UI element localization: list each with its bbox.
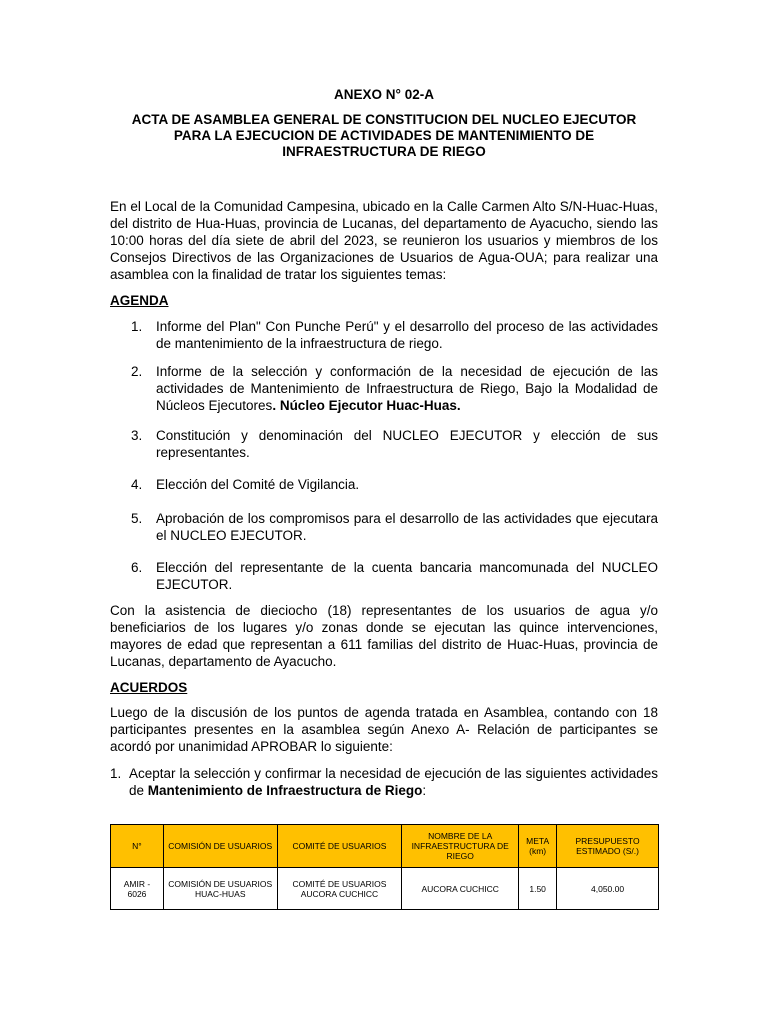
attendance-paragraph: Con la asistencia de dieciocho (18) representantes de los usuarios de agua y/o beneficiarios de los lugares y/o zonas donde se ejecutan las quince intervenciones, mayores de edad que representan a 611 familias del distrito de Huac-Huas, provincia de Lucanas, departamento de Ayacucho.: [110, 603, 658, 669]
agenda-item-2: [131, 363, 658, 414]
activities-table: [110, 824, 659, 910]
header-comision: COMISIÓN DE USUARIOS: [163, 825, 277, 868]
agenda-item-text: Elección del representante de la cuenta bancaria mancomunada del NUCLEO EJECUTOR.: [156, 560, 658, 592]
agenda-item-text: Informe del Plan" Con Punche Perú" y el desarrollo del proceso de las actividades de mantenimiento de la infraestructura de riego.: [156, 319, 658, 351]
agenda-item-number: 3.: [131, 428, 143, 443]
annex-title: ANEXO N° 02-A: [334, 87, 434, 102]
intro-paragraph: En el Local de la Comunidad Campesina, ubicado en la Calle Carmen Alto S/N-Huac-Huas, del distrito de Hua-Huas, provincia de Lucanas, del departamento de Ayacucho, siendo las 10:00 horas del día siete de abril del 2023, se reunieron los usuarios y miembros de los Consejos Directivos de las Organizaciones de Usuarios de Agua-OUA; para realizar una asamblea con la finalidad de tratar los siguientes temas:: [110, 199, 658, 282]
agenda-item-text: Elección del Comité de Vigilancia.: [156, 477, 360, 492]
acuerdos-heading: ACUERDOS: [110, 680, 188, 695]
agenda-item-6: [131, 559, 658, 593]
agenda-item-bold: . Núcleo Ejecutor Huac-Huas.: [272, 398, 461, 413]
acuerdo-item-1: [110, 765, 658, 799]
acuerdos-intro: Luego de la discusión de los puntos de agenda tratada en Asamblea, contando con 18 participantes presentes en la asamblea según Anexo A- Relación de participantes se acordó por unanimidad APROBAR lo siguiente:: [110, 705, 658, 754]
document-title: [100, 112, 668, 160]
title-line-3: INFRAESTRUCTURA DE RIEGO: [282, 144, 486, 159]
agenda-item-5: [131, 510, 658, 544]
acuerdo-number: 1.: [110, 766, 122, 781]
agenda-item-text: Constitución y denominación del NUCLEO EJECUTOR y elección de sus representantes.: [156, 428, 658, 460]
cell-number: AMIR - 6026: [111, 868, 164, 910]
header-infraestructura: NOMBRE DE LA INFRAESTRUCTURA DE RIEGO: [402, 825, 519, 868]
agenda-item-text: [156, 363, 658, 414]
table-header-row: [111, 825, 659, 868]
cell-comision: COMISIÓN DE USUARIOS HUAC-HUAS: [163, 868, 277, 910]
table-row: [111, 868, 659, 910]
title-line-2: PARA LA EJECUCION DE ACTIVIDADES DE MANTENIMIENTO DE: [173, 128, 595, 143]
agenda-item-number: 1.: [131, 319, 143, 334]
acuerdo-plain: Aceptar la selección y confirmar la necesidad de ejecución de las siguientes actividades de: [129, 766, 658, 798]
title-line-1: ACTA DE ASAMBLEA GENERAL DE CONSTITUCION DEL NUCLEO EJECUTOR: [131, 112, 637, 127]
acuerdo-bold: Mantenimiento de Infraestructura de Riego: [147, 783, 423, 798]
header-presupuesto: PRESUPUESTO ESTIMADO (S/.): [557, 825, 659, 868]
cell-infraestructura: AUCORA CUCHICC: [402, 868, 519, 910]
agenda-item-number: 4.: [131, 477, 143, 492]
agenda-item-3: [131, 427, 658, 461]
cell-presupuesto: 4,050.00: [557, 868, 659, 910]
agenda-item-1: [131, 318, 658, 352]
acuerdo-text: [129, 765, 658, 799]
header-meta: META (km): [519, 825, 557, 868]
cell-meta: 1.50: [519, 868, 557, 910]
header-comite: COMITÉ DE USUARIOS: [277, 825, 402, 868]
agenda-item-number: 6.: [131, 560, 143, 575]
agenda-heading: AGENDA: [110, 293, 169, 308]
cell-comite: COMITÉ DE USUARIOS AUCORA CUCHICC: [277, 868, 402, 910]
agenda-item-plain: Informe de la selección y conformación de la necesidad de ejecución de las actividades de Mantenimiento de Infraestructura de Riego, Bajo la Modalidad de Núcleos Ejecutores: [156, 364, 658, 413]
acuerdo-tail: :: [422, 783, 427, 798]
header-number: N°: [111, 825, 164, 868]
agenda-item-text: Aprobación de los compromisos para el desarrollo de las actividades que ejecutara el NUCLEO EJECUTOR.: [156, 511, 658, 543]
agenda-item-4: [131, 476, 658, 493]
agenda-item-number: 5.: [131, 511, 143, 526]
agenda-item-number: 2.: [131, 364, 143, 379]
